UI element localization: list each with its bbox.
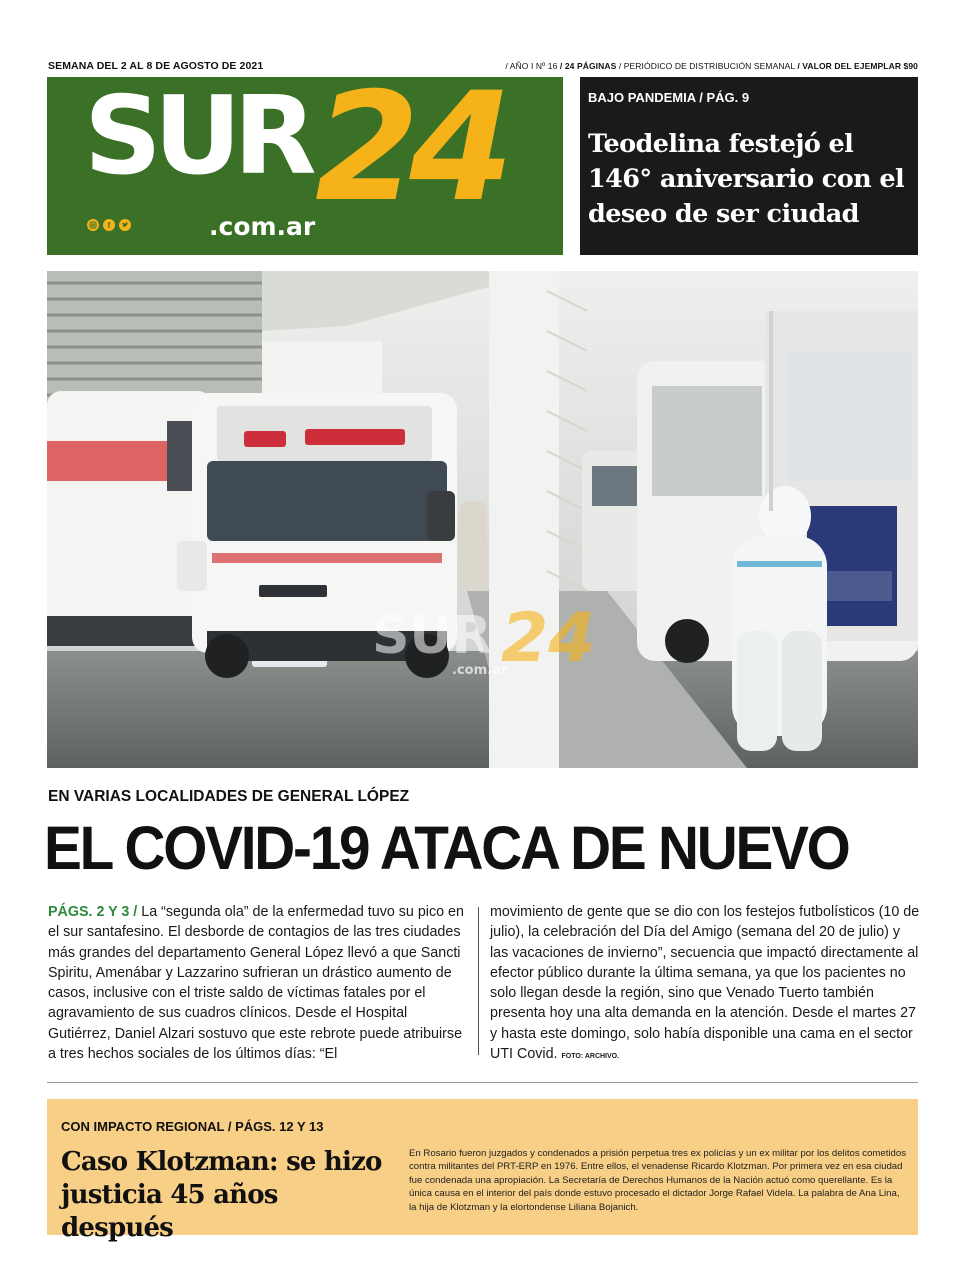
main-story-body-1: La “segunda ola” de la enfermedad tuvo su pico en el sur santafesino. El desborde de contagios de las tres ciudades más grandes del departamento General López llevó a que Sancti Spiritu, Amenábar y Lazzarino sufrieran un drástico aumento de casos, inclusive con el triste saldo de víctimas fatales por el agravamiento de sus cuadros clínicos. Desde el Hospital Gutiérrez, Daniel Alzari sostuvo que este rebrote puede atribuirse a tres hechos sociales de los últimos días: “El: [48, 904, 464, 1063]
logo-domain: .com.ar: [209, 212, 316, 241]
page-count: / 24 PÁGINAS: [559, 61, 617, 71]
watermark-domain: .com.ar: [452, 663, 508, 678]
bottom-story[interactable]: [47, 1099, 918, 1243]
edition-number: / AÑO I Nº 16: [505, 61, 558, 71]
main-story-column-1: [48, 902, 468, 1064]
distribution-note: / PERIÓDICO DE DISTRIBUCIÓN SEMANAL: [618, 61, 795, 71]
price-label: / VALOR DEL EJEMPLAR $90: [797, 61, 918, 71]
bottom-story-body: En Rosario fueron juzgados y condenados a prisión perpetua tres ex policías y un ex militar por los delitos cometidos contra militantes del PRT-ERP en 1976. Entre ellos, el venadense Ricardo Klotzman. Por primera vez en esa ciudad fue condenada una apropiación. La Secretaría de Derechos Humanos de la Nación actuó como querellante. Es la única causa en el interior del país donde estuvo procesado el dictador Jorge Rafael Videla. La palabra de Ana Lina, la hija de Klotzman y la elortondense Liliana Bojanich.: [409, 1148, 907, 1213]
masthead-logo: [47, 77, 563, 255]
main-story-body-2: movimiento de gente que se dio con los festejos futbolísticos (10 de julio), la celebración del Día del Amigo (semana del 20 de julio) y las vacaciones de invierno”, secuencia que impactó directamente al efector público durante la última semana, ya que los pacientes no solo llegan desde la región, sino que Venado Tuerto también presenta hoy una alta demanda en la atención. Desde el martes 27 y hasta este domingo, solo había disponible una cama en el sector UTI Covid.: [490, 904, 920, 1063]
edition-details: [505, 61, 918, 71]
twitter-icon: [119, 219, 131, 231]
facebook-icon: f: [103, 219, 115, 231]
bottom-story-title[interactable]: Caso Klotzman: se hizo justicia 45 años después: [61, 1147, 382, 1243]
side-story[interactable]: [580, 77, 918, 255]
main-story-column-2: [490, 902, 920, 1067]
side-story-title[interactable]: Teodelina festejó el 146° aniversario con el deseo de ser ciudad: [588, 129, 905, 229]
photo-credit: FOTO: ARCHIVO.: [561, 1053, 620, 1061]
main-photo: [47, 271, 918, 768]
logo-number: 24: [315, 77, 504, 235]
main-headline[interactable]: EL COVID-19 ATACA DE NUEVO: [44, 814, 849, 882]
bottom-story-kicker: CON IMPACTO REGIONAL / PÁGS. 12 Y 13: [61, 1119, 324, 1134]
watermark-sur: SUR: [372, 606, 492, 666]
pages-reference[interactable]: PÁGS. 2 Y 3 /: [48, 904, 138, 920]
ambulance-scene-image: [47, 271, 918, 768]
watermark-24: 24: [501, 599, 596, 678]
column-divider: [478, 907, 479, 1055]
logo-wordmark: SUR: [84, 77, 309, 199]
main-story-kicker: EN VARIAS LOCALIDADES DE GENERAL LÓPEZ: [48, 788, 410, 805]
issue-date: SEMANA DEL 2 AL 8 DE AGOSTO DE 2021: [48, 60, 264, 72]
side-story-kicker: BAJO PANDEMIA / PÁG. 9: [588, 90, 750, 105]
section-divider: [47, 1082, 918, 1083]
instagram-icon: [87, 219, 99, 231]
